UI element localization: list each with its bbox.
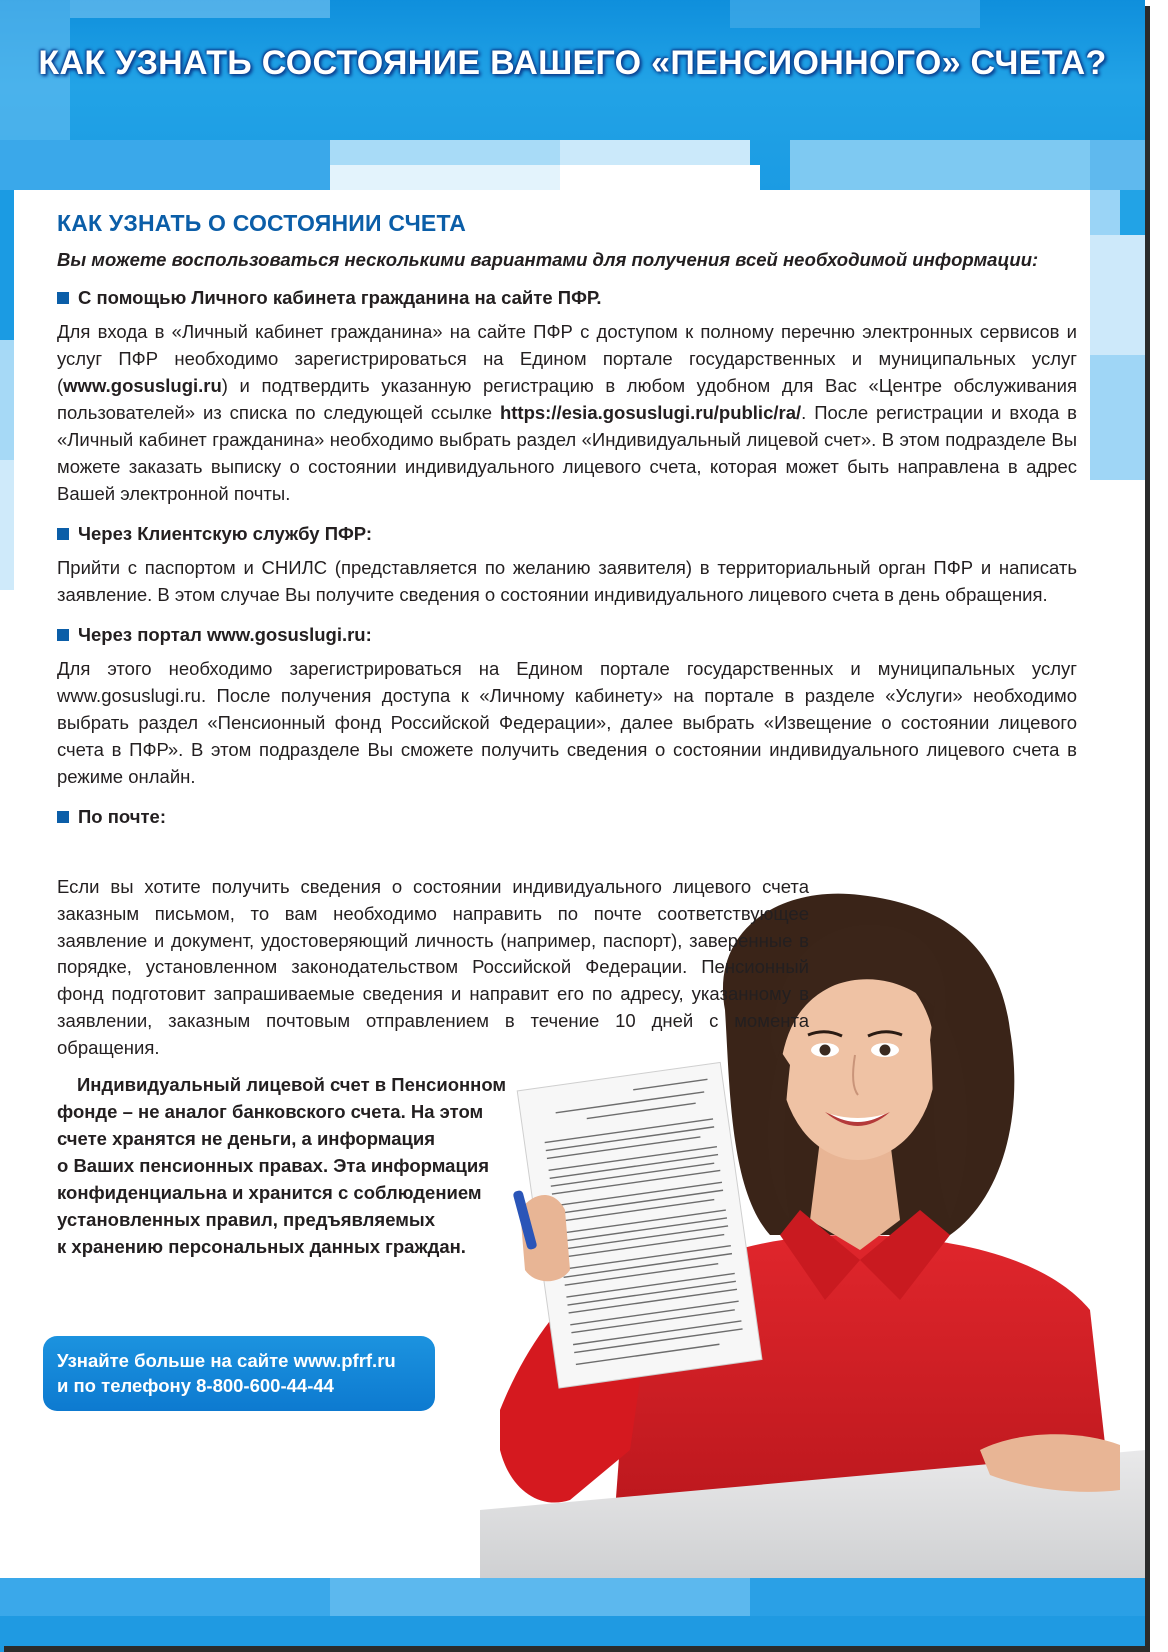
bullet-square-icon [57, 292, 69, 304]
method-heading-cabinet: С помощью Личного кабинета гражданина на сайте ПФР. [57, 287, 1077, 309]
method-heading-portal: Через портал www.gosuslugi.ru: [57, 624, 1077, 646]
section-lead: Вы можете воспользоваться несколькими вариантами для получения всей необходимой информации: [57, 249, 1039, 270]
footer-band [0, 1578, 1145, 1652]
method-heading-post: По почте: [57, 806, 1077, 828]
contact-callout[interactable]: Узнайте больше на сайте www.pfrf.ru и по телефону 8-800-600-44-44 [43, 1336, 435, 1411]
page-shadow [4, 1646, 1150, 1652]
method-text-portal: Для этого необходимо зарегистрироваться на Едином портале государственных и муниципальных услуг www.gosuslugi.ru. После получения доступа к «Личному кабинету» на портале в разделе «Услуги» необходимо выбрать раздел «Пенсионный фонд Российской Федерации», далее выбрать «Извещение о состоянии лицевого счета в ПФР». В этом подразделе Вы сможете получить сведения о состоянии индивидуального лицевого счета в режиме онлайн. [57, 658, 1077, 787]
method-heading-client-service: Через Клиентскую службу ПФР: [57, 523, 1077, 545]
method-text-cabinet: Для входа в «Личный кабинет гражданина» на сайте ПФР с доступом к полному перечню электронных сервисов и услуг ПФР необходимо зарегистрироваться на Едином портале государственных и муниципальных услуг (www.gosuslugi.ru) и подтвердить указанную регистрацию в любом удобном для Вас «Центре обслуживания пользователей» из списка по следующей ссылке https://esia.gosuslugi.ru/public/ra/. После регистрации и входа в «Личный кабинет гражданина» необходимо выбрать раздел «Индивидуальный лицевой счет». В этом подразделе Вы можете заказать выписку о состоянии индивидуального лицевого счета, которая может быть направлена в адрес Вашей электронной почты. [57, 321, 1077, 504]
method-text-post: Если вы хотите получить сведения о состоянии индивидуального лицевого счета заказным письмом, то вам необходимо направить по почте соответствующее заявление и документ, удостоверяющий личность (например, паспорт), заверенные в порядке, установленном законодательством Российской Федерации. Пенсионный фонд подготовит запрашиваемые сведения и направит его по адресу, указанному в заявлении, заказным почтовым отправлением в течение 10 дней с момента обращения. [57, 876, 809, 1058]
header-band [0, 0, 1145, 190]
bullet-square-icon [57, 528, 69, 540]
bullet-square-icon [57, 811, 69, 823]
method-text-client-service: Прийти с паспортом и СНИЛС (представляется по желанию заявителя) в территориальный орган ПФР и написать заявление. В этом случае Вы получите сведения о состоянии индивидуального лицевого счета в день обращения. [57, 557, 1077, 605]
gosuslugi-link[interactable]: www.gosuslugi.ru [63, 375, 222, 396]
bullet-square-icon [57, 629, 69, 641]
esia-link[interactable]: https://esia.gosuslugi.ru/public/ra/ [499, 402, 802, 423]
page-title: КАК УЗНАТЬ СОСТОЯНИЕ ВАШЕГО «ПЕНСИОННОГО» СЧЕТА? [38, 44, 1107, 82]
main-content [57, 210, 1077, 828]
section-title: КАК УЗНАТЬ О СОСТОЯНИИ СЧЕТА [57, 210, 467, 236]
page-shadow [1145, 6, 1150, 1652]
info-note: Индивидуальный лицевой счет в Пенсионном фонде – не аналог банковского счета. На этом счете хранятся не деньги, а информация о Ваших пенсионных правах. Эта информация конфиденциальна и хранится с соблюдением установленных правил, предъявляемых к хранению персональных данных граждан. [57, 1074, 507, 1257]
